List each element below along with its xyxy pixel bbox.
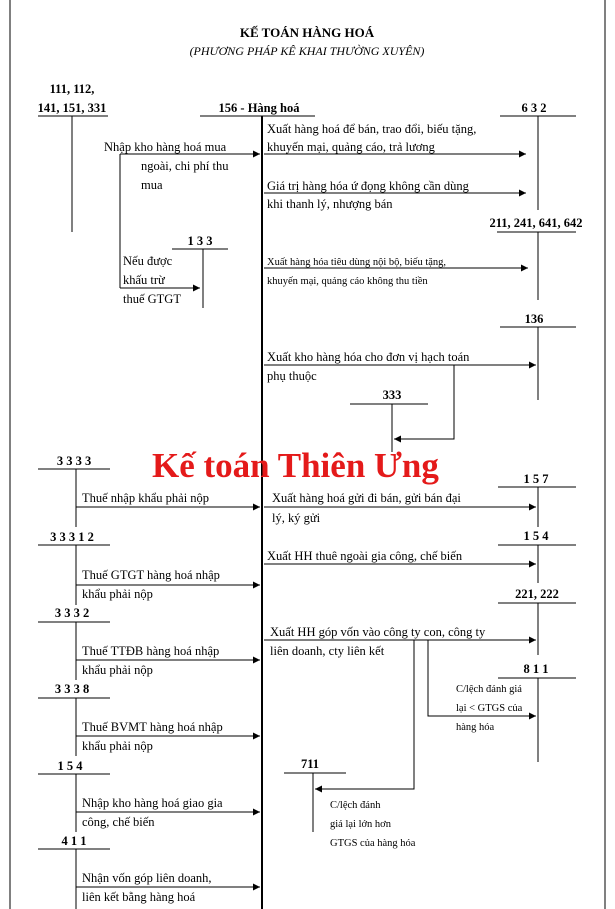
account-111-line2: 141, 151, 331 [37, 101, 107, 115]
label-purchase-1: Nhập kho hàng hoá mua [104, 140, 227, 154]
label-sell-2: khuyến mại, quảng cáo, trả lương [267, 140, 435, 154]
account-211-label: 211, 241, 641, 642 [489, 216, 583, 230]
label-purchase-3: mua [141, 178, 163, 192]
label-stagnant-2: khi thanh lý, nhượng bán [267, 197, 393, 211]
label-outsourced: Xuất HH thuê ngoài gia công, chế biến [267, 549, 463, 563]
label-stagnant-1: Giá trị hàng hóa ứ đọng không cần dùng [267, 179, 469, 193]
account-411-label: 4 1 1 [61, 834, 87, 848]
label-import-vat-1: Thuế GTGT hàng hoá nhập [82, 568, 220, 582]
label-consignment-1: Xuất hàng hoá gửi đi bán, gửi bán đại [272, 491, 461, 505]
arrow-vat-output [394, 365, 454, 439]
label-vat-3: thuế GTGT [123, 292, 181, 306]
label-investment-2: liên doanh, cty liên kết [270, 644, 385, 658]
account-154-right-label: 1 5 4 [523, 529, 549, 543]
account-811-label: 8 1 1 [523, 662, 549, 676]
label-excise-1: Thuế TTĐB hàng hoá nhập [82, 644, 220, 658]
label-gain-2: giá lại lớn hơn [330, 819, 391, 830]
label-environment-1: Thuế BVMT hàng hoá nhập [82, 720, 223, 734]
account-111-line1: 111, 112, [49, 82, 95, 96]
account-632-label: 6 3 2 [521, 101, 547, 115]
label-loss-3: hàng hóa [456, 722, 495, 733]
arrow-revaluation-gain [315, 640, 414, 789]
label-internal-1: Xuất hàng hóa tiêu dùng nội bộ, biếu tặng, [267, 257, 447, 268]
label-gain-1: C/lệch đánh [330, 800, 381, 811]
label-internal-2: khuyến mại, quảng cáo không thu tiền [267, 276, 428, 287]
label-sell-1: Xuất hàng hoá để bán, trao đổi, biếu tặng, [267, 122, 477, 136]
diagram-title: KẾ TOÁN HÀNG HOÁ [239, 25, 375, 40]
label-dependent-2: phụ thuộc [267, 369, 317, 383]
account-711-label: 711 [300, 757, 320, 771]
label-loss-1: C/lệch đánh giá [456, 684, 522, 695]
account-3332-label: 3 3 3 2 [54, 606, 90, 620]
label-import-tax: Thuế nhập khẩu phải nộp [82, 491, 210, 505]
label-consignment-2: lý, ký gửi [272, 511, 321, 525]
label-capital-1: Nhận vốn góp liên doanh, [82, 871, 212, 885]
account-157-label: 1 5 7 [523, 472, 549, 486]
label-vat-2: khấu trừ [123, 273, 165, 287]
label-loss-2: lại < GTGS của [456, 703, 523, 714]
label-vat-1: Nếu được [123, 254, 173, 268]
account-154-left-label: 1 5 4 [57, 759, 83, 773]
account-3333-label: 3 3 3 3 [56, 454, 92, 468]
label-processed-2: công, chế biến [82, 815, 155, 829]
account-333-label: 333 [382, 388, 402, 402]
label-investment-1: Xuất HH góp vốn vào công ty con, công ty [270, 625, 486, 639]
label-processed-1: Nhập kho hàng hoá giao gia [82, 796, 223, 810]
watermark-text: Kế toán Thiên Ưng [152, 446, 439, 485]
account-221-label: 221, 222 [515, 587, 559, 601]
label-import-vat-2: khẩu phải nộp [82, 587, 153, 601]
center-account-label: 156 - Hàng hoá [218, 101, 300, 115]
label-capital-2: liên kết bằng hàng hoá [82, 890, 196, 904]
account-3338-label: 3 3 3 8 [54, 682, 90, 696]
label-excise-2: khẩu phải nộp [82, 663, 153, 677]
label-purchase-2: ngoài, chi phí thu [141, 159, 229, 173]
account-136-label: 136 [524, 312, 544, 326]
label-environment-2: khẩu phải nộp [82, 739, 153, 753]
label-dependent-1: Xuất kho hàng hóa cho đơn vị hạch toán [267, 350, 470, 364]
account-33312-label: 3 3 3 1 2 [50, 530, 94, 544]
label-gain-3: GTGS của hàng hóa [330, 838, 416, 849]
account-133-label: 1 3 3 [187, 234, 213, 248]
diagram-subtitle: (PHƯƠNG PHÁP KÊ KHAI THƯỜNG XUYÊN) [189, 44, 425, 58]
